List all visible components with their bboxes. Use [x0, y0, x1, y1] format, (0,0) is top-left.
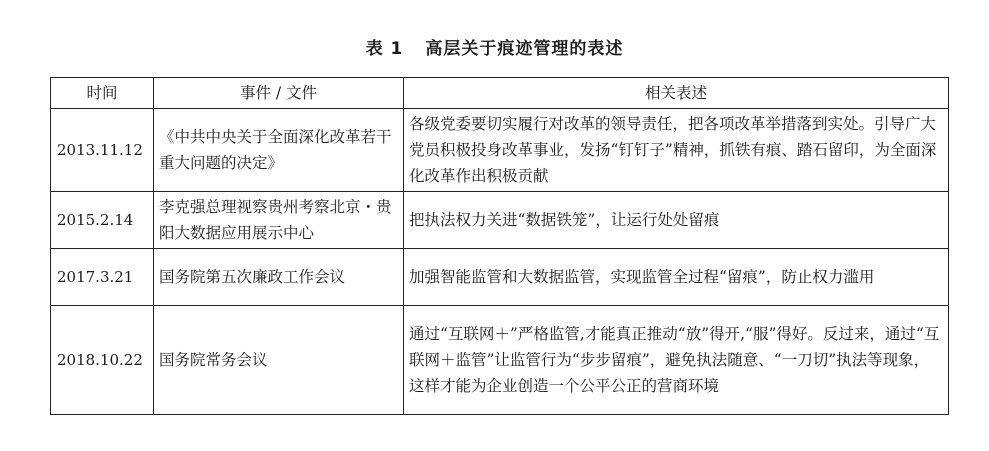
header-row	[51, 78, 949, 109]
row-date: 2018.10.22	[51, 306, 154, 415]
header-event: 事件 / 文件	[154, 78, 404, 109]
row-date: 2015.2.14	[51, 192, 154, 249]
table-row	[51, 249, 949, 306]
header-statement: 相关表述	[404, 78, 949, 109]
statements-table	[50, 77, 949, 415]
row-event: 李克强总理视察贵州考察北京・贵阳大数据应用展示中心	[154, 192, 404, 249]
table-caption	[0, 34, 989, 59]
row-statement: 把执法权力关进“数据铁笼”，让运行处处留痕	[404, 192, 949, 249]
header-time: 时间	[51, 78, 154, 109]
row-event: 国务院常务会议	[154, 306, 404, 415]
row-event: 《中共中央关于全面深化改革若干重大问题的决定》	[154, 109, 404, 192]
row-date: 2013.11.12	[51, 109, 154, 192]
row-statement: 通过“互联网＋”严格监管,才能真正推动“放”得开,“服”得好。反过来，通过“互联网＋监管”让监管行为“步步留痕”，避免执法随意、“一刀切”执法等现象，这样才能为企业创造一个公平公正的营商环境	[404, 306, 949, 415]
row-date: 2017.3.21	[51, 249, 154, 306]
row-statement: 各级党委要切实履行对改革的领导责任，把各项改革举措落到实处。引导广大党员积极投身改革事业，发扬“钉钉子”精神，抓铁有痕、踏石留印，为全面深化改革作出积极贡献	[404, 109, 949, 192]
table-title: 高层关于痕迹管理的表述	[425, 39, 624, 59]
table-row	[51, 192, 949, 249]
table-row	[51, 306, 949, 415]
table-number: 表 1	[365, 39, 404, 59]
table-row	[51, 109, 949, 192]
row-statement: 加强智能监管和大数据监管，实现监管全过程“留痕”，防止权力滥用	[404, 249, 949, 306]
row-event: 国务院第五次廉政工作会议	[154, 249, 404, 306]
